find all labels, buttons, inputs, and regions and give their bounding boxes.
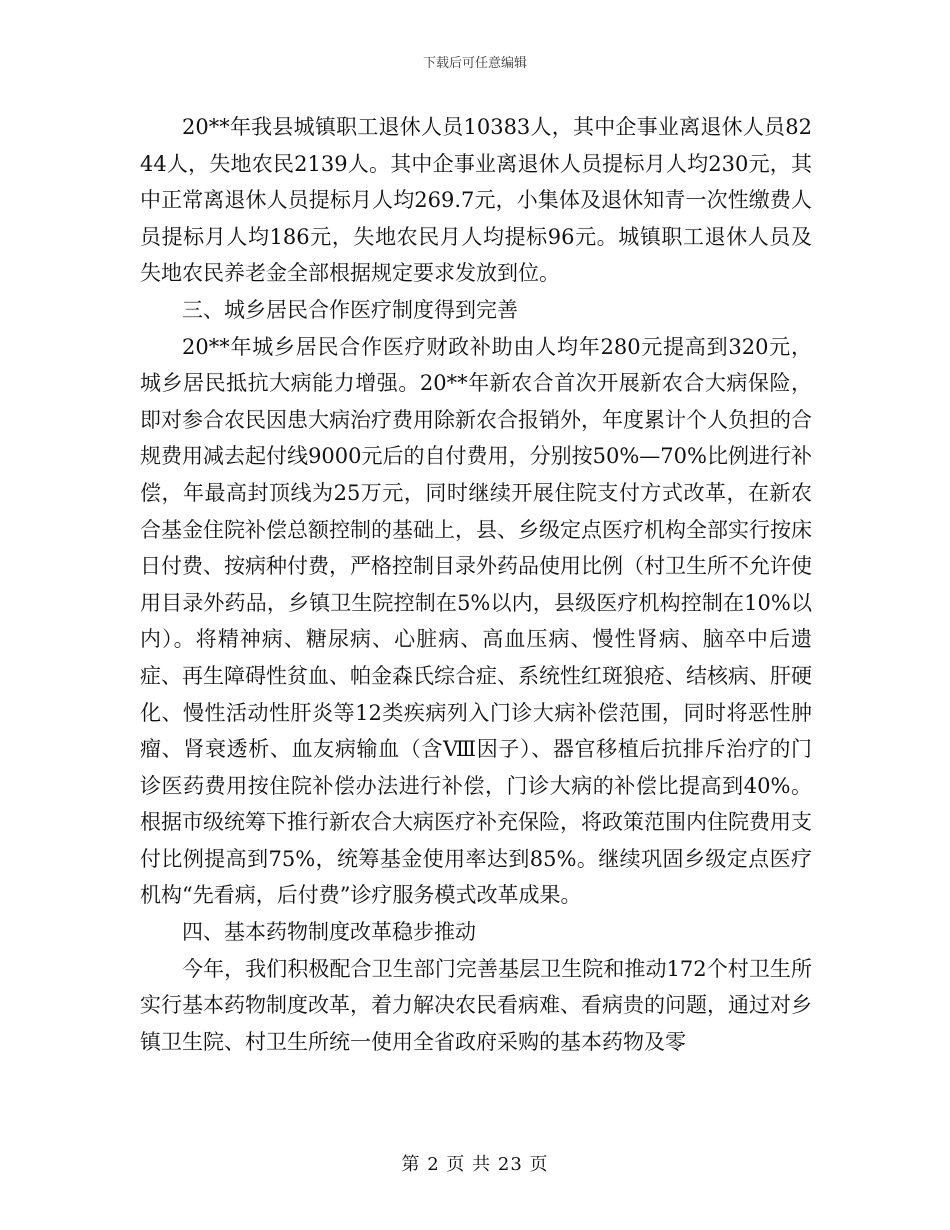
document-body bbox=[140, 109, 812, 1060]
footer-middle: 页 共 bbox=[446, 1154, 492, 1175]
footer-prefix: 第 bbox=[401, 1154, 421, 1175]
paragraph-essential-drugs: 今年，我们积极配合卫生部门完善基层卫生院和推动172个村卫生所实行基本药物制度改革，着力解决农民看病难、看病贵的问题，通过对乡镇卫生院、村卫生所统一使用全省政府采购的基本药物及零 bbox=[140, 956, 812, 1054]
footer-current-page: 2 bbox=[427, 1154, 440, 1175]
paragraph-pension: 20**年我县城镇职工退休人员10383人，其中企事业离退休人员8244人，失地农民2139人。其中企事业离退休人员提标月人均230元，其中正常离退休人员提标月人均269.7元，小集体及退休知青一次性缴费人员提标月人均186元，失地农民月人均提标96元。城镇职工退休人员及失地农民养老金全部根据规定要求发放到位。 bbox=[140, 115, 812, 286]
paragraph-medical-insurance: 20**年城乡居民合作医疗财政补助由人均年280元提高到320元，城乡居民抵抗大病能力增强。20**年新农合首次开展新农合大病保险，即对参合农民因患大病治疗费用除新农合报销外，年度累计个人负担的合规费用减去起付线9000元后的自付费用，分别按50%—70%比例进行补偿，年最高封顶线为25万元，同时继续开展住院支付方式改革，在新农合基金住院补偿总额控制的基础上，县、乡级定点医疗机构全部实行按床日付费、按病种付费，严格控制目录外药品使用比例（村卫生所不允许使用目录外药品，乡镇卫生院控制在5%以内，县级医疗机构控制在10%以内）。将精神病、糖尿病、心脏病、高血压病、慢性肾病、脑卒中后遗症、再生障碍性贫血、帕金森氏综合症、系统性红斑狼疮、结核病、肝硬化、慢性活动性肝炎等12类疾病列入门诊大病补偿范围，同时将恶性肿瘤、肾衰透析、血友病输血（含Ⅷ因子）、器官移植后抗排斥治疗的门诊医药费用按住院补偿办法进行补偿，门诊大病的补偿比提高到40%。根据市级统筹下推行新农合大病医疗补充保险，将政策范围内住院费用支付比例提高到75%，统筹基金使用率达到85%。继续巩固乡级定点医疗机构“先看病，后付费”诊疗服务模式改革成果。 bbox=[140, 334, 812, 908]
section-heading-medical-insurance: 三、城乡居民合作医疗制度得到完善 bbox=[182, 297, 518, 322]
footer-total-pages: 23 bbox=[497, 1154, 523, 1175]
header-note: 下载后可任意编辑 bbox=[422, 56, 527, 71]
section-heading-essential-drugs: 四、基本药物制度改革稳步推动 bbox=[182, 920, 476, 945]
page-footer bbox=[0, 1150, 950, 1176]
footer-suffix: 页 bbox=[529, 1154, 549, 1175]
